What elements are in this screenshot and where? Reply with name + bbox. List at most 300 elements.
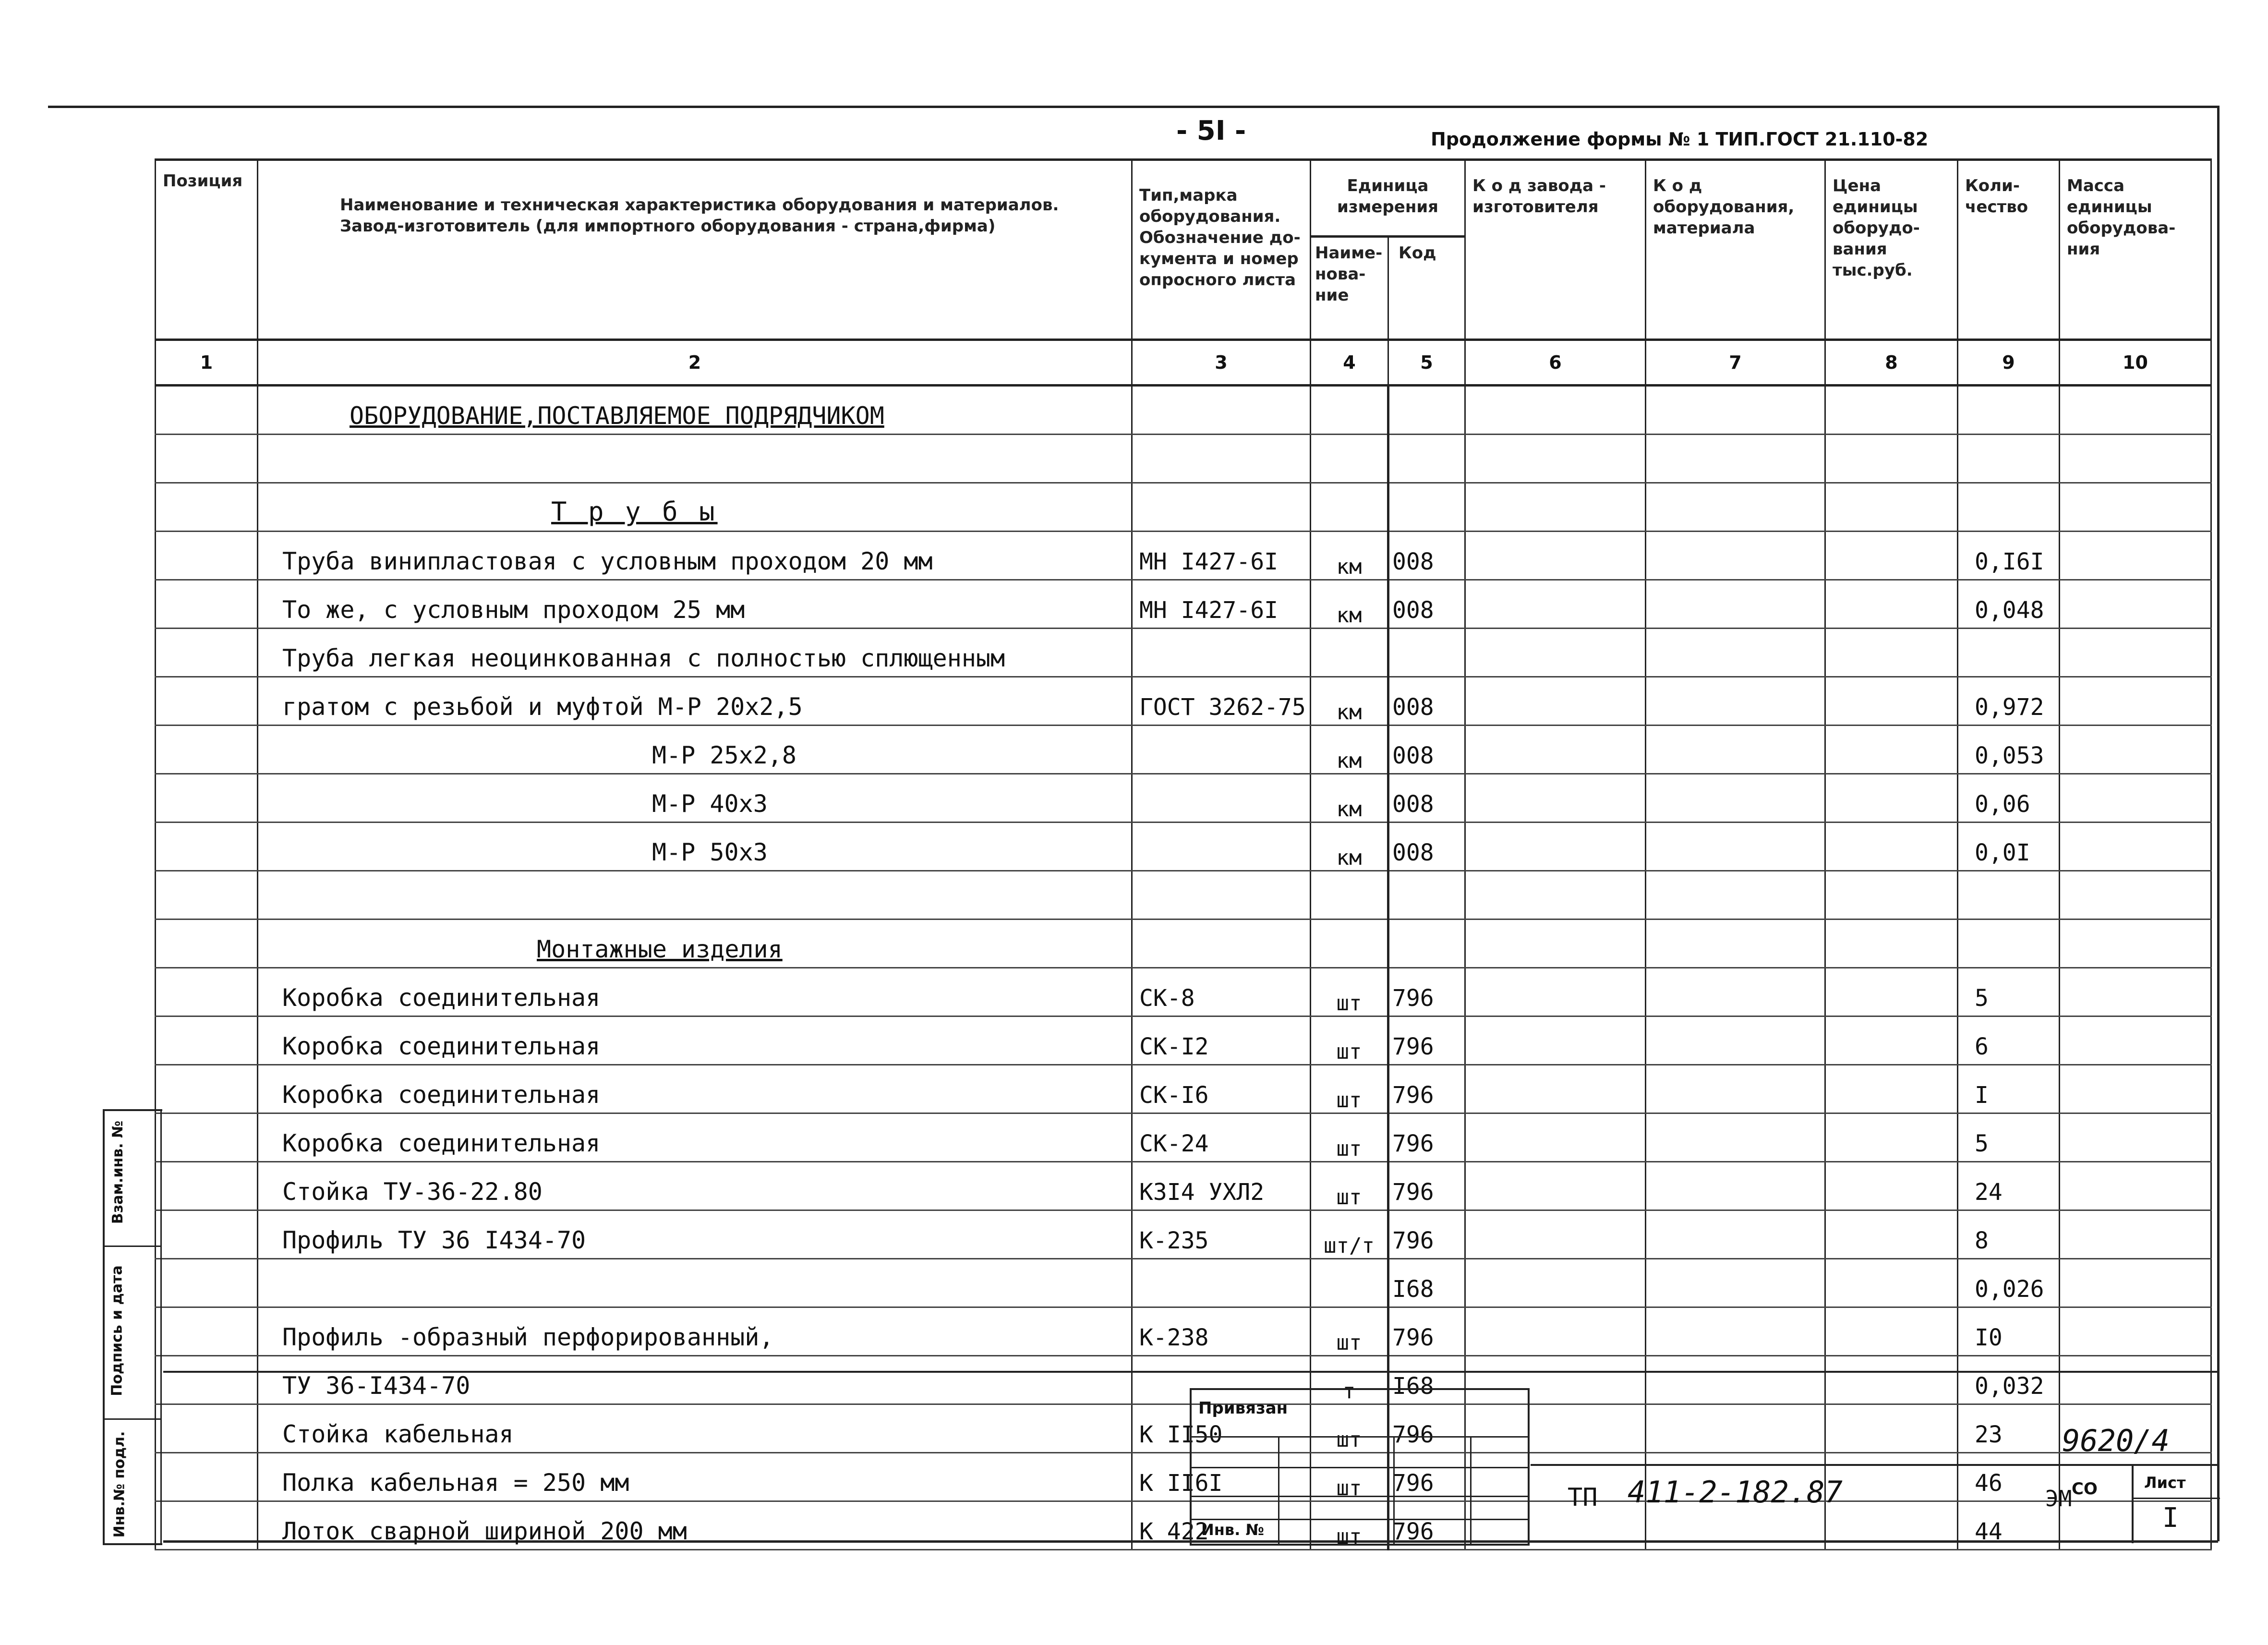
item-unit-code-cell — [1388, 726, 1465, 774]
equip-code-cell-cell — [1646, 1065, 1825, 1113]
item-type-cell — [1132, 677, 1311, 726]
item-type-cell — [1132, 386, 1311, 435]
plant-code-cell-cell — [1465, 1259, 1646, 1307]
mass-cell-cell — [2060, 1210, 2211, 1259]
item-unit: шт — [1336, 1524, 1362, 1549]
item-name: Труба легкая неоцинкованная с полностью сплющенным — [282, 644, 1005, 672]
pos-cell-cell — [156, 483, 258, 532]
colnum-7-label: 7 — [1729, 352, 1742, 373]
equip-code-cell-cell — [1646, 1113, 1825, 1162]
item-qty: 0,048 — [1975, 597, 2044, 624]
plant-code-cell-cell — [1465, 726, 1646, 774]
item-unit: шт — [1336, 1040, 1362, 1064]
item-type: СК-24 — [1139, 1130, 1209, 1157]
colnum-4-label: 4 — [1343, 352, 1356, 373]
colnum-1 — [156, 340, 258, 386]
pos-cell-cell — [156, 1307, 258, 1356]
item-unit-code-cell — [1388, 1016, 1465, 1065]
mass-cell-cell — [2060, 677, 2211, 726]
item-name: Коробка соединительная — [282, 1032, 601, 1060]
column-numbers-row — [156, 340, 2211, 386]
item-unit-cell — [1311, 435, 1388, 483]
tp-line — [1531, 1464, 2218, 1466]
col-position-label: Позиция — [163, 171, 243, 191]
col-equip-code-label: К о д оборудования, материала — [1653, 176, 1795, 238]
mass-cell-cell — [2060, 774, 2211, 822]
equip-code-cell-cell — [1646, 677, 1825, 726]
mass-cell-cell — [2060, 1307, 2211, 1356]
table-row — [156, 435, 2211, 483]
outer-frame-right — [2217, 106, 2220, 1541]
list-value: I — [2162, 1502, 2179, 1534]
item-name-cell — [258, 1210, 1132, 1259]
mass-cell-cell — [2060, 1016, 2211, 1065]
item-unit-code: 796 — [1392, 1227, 1434, 1254]
colnum-10-label: 10 — [2123, 352, 2148, 373]
price-cell-cell — [1825, 919, 1958, 968]
col-type-header — [1132, 160, 1311, 340]
pos-cell-cell — [156, 871, 258, 919]
colnum-1-label: 1 — [200, 352, 213, 373]
item-name: ОБОРУДОВАНИЕ,ПОСТАВЛЯЕМОЕ ПОДРЯДЧИКОМ — [350, 402, 884, 430]
item-qty-cell — [1958, 919, 2060, 968]
col-plant-code-label: К о д завода - изготовителя — [1472, 176, 1606, 217]
col-qty-label: Коли-чество — [1965, 176, 2028, 217]
item-qty-cell — [1958, 435, 2060, 483]
item-type: МН I427-6I — [1139, 548, 1278, 575]
plant-code-cell-cell — [1465, 968, 1646, 1016]
colnum-9-label: 9 — [2002, 352, 2015, 373]
item-qty-cell — [1958, 1162, 2060, 1210]
plant-code-cell-cell — [1465, 532, 1646, 580]
table-row — [156, 1210, 2211, 1259]
item-unit-code-cell — [1388, 1210, 1465, 1259]
item-unit-code: 796 — [1392, 1130, 1434, 1157]
col-name-header — [258, 160, 1132, 340]
pos-cell-cell — [156, 1162, 258, 1210]
item-qty: 6 — [1975, 1033, 1989, 1060]
item-qty: 23 — [1975, 1421, 2003, 1448]
item-unit-code-cell — [1388, 919, 1465, 968]
privyazan-col-line-3 — [1470, 1436, 1472, 1544]
equip-code-cell-cell — [1646, 968, 1825, 1016]
item-name: То же, с условным проходом 25 мм — [282, 596, 745, 624]
item-unit-code: 008 — [1392, 791, 1434, 818]
table-row — [156, 871, 2211, 919]
item-qty: I0 — [1975, 1324, 2003, 1351]
title-block — [163, 1371, 2218, 1543]
colnum-6 — [1465, 340, 1646, 386]
item-name-cell — [258, 483, 1132, 532]
item-unit-cell — [1311, 871, 1388, 919]
item-qty-cell — [1958, 1065, 2060, 1113]
item-unit: шт — [1336, 1427, 1362, 1452]
item-type: К-238 — [1139, 1324, 1209, 1351]
item-name: Лоток сварной шириной 200 мм — [282, 1517, 687, 1545]
item-qty: 0,0I — [1975, 839, 2030, 866]
item-qty-cell — [1958, 1307, 2060, 1356]
item-name-cell — [258, 435, 1132, 483]
inv-no-label: Инв. № — [1201, 1521, 1264, 1539]
item-name: М-Р 25х2,8 — [652, 741, 797, 769]
mass-cell-cell — [2060, 483, 2211, 532]
table-row — [156, 1113, 2211, 1162]
pos-cell-cell — [156, 968, 258, 1016]
item-type-cell — [1132, 871, 1311, 919]
item-name-cell — [258, 580, 1132, 629]
item-unit: шт — [1336, 991, 1362, 1016]
item-unit-code-cell — [1388, 1065, 1465, 1113]
privyazan-col-line-1 — [1278, 1436, 1279, 1544]
item-unit-cell — [1311, 774, 1388, 822]
pos-cell-cell — [156, 1210, 258, 1259]
side-stamp-divider-2 — [105, 1418, 160, 1420]
mass-cell-cell — [2060, 1162, 2211, 1210]
item-unit-cell — [1311, 532, 1388, 580]
item-unit-cell — [1311, 822, 1388, 871]
item-qty-cell — [1958, 968, 2060, 1016]
item-unit: шт — [1336, 1137, 1362, 1161]
side-stamp-divider-1 — [105, 1246, 160, 1247]
item-name-cell — [258, 1307, 1132, 1356]
item-name: Труба винипластовая с условным проходом 20 мм — [282, 547, 933, 575]
price-cell-cell — [1825, 629, 1958, 677]
item-unit: шт — [1336, 1476, 1362, 1500]
privyazan-row-line-1 — [1192, 1436, 1528, 1438]
item-name: Профиль -образный перфорированный, — [282, 1323, 774, 1351]
item-unit-cell — [1311, 386, 1388, 435]
table-row — [156, 968, 2211, 1016]
col-mass-label: Масса единицы оборудова-ния — [2067, 176, 2176, 259]
sheet-code: 9620/4 — [2062, 1423, 2170, 1458]
item-qty-cell — [1958, 580, 2060, 629]
colnum-10 — [2060, 340, 2211, 386]
col-mass-header — [2060, 160, 2211, 340]
item-unit-code: 008 — [1392, 694, 1434, 721]
privyazan-row-line-3 — [1192, 1496, 1528, 1497]
col-unit-code-header — [1388, 237, 1465, 340]
item-type-cell — [1132, 629, 1311, 677]
mass-cell-cell — [2060, 871, 2211, 919]
item-unit-code-cell — [1388, 580, 1465, 629]
list-box — [2132, 1464, 2220, 1543]
item-unit-code-cell — [1388, 629, 1465, 677]
price-cell-cell — [1825, 1307, 1958, 1356]
item-unit-code: 008 — [1392, 597, 1434, 624]
item-type: ГОСТ 3262-75 — [1139, 694, 1306, 721]
item-unit: шт — [1336, 1088, 1362, 1113]
pos-cell-cell — [156, 726, 258, 774]
item-name-cell — [258, 726, 1132, 774]
mass-cell-cell — [2060, 968, 2211, 1016]
colnum-3-label: 3 — [1215, 352, 1228, 373]
item-unit-code-cell — [1388, 1259, 1465, 1307]
price-cell-cell — [1825, 483, 1958, 532]
table-row — [156, 629, 2211, 677]
header-row — [156, 160, 2211, 237]
col-unit-group-header — [1311, 160, 1465, 237]
item-unit-code: 008 — [1392, 839, 1434, 866]
item-name: Стойка ТУ-36-22.80 — [282, 1178, 543, 1206]
mass-cell-cell — [2060, 822, 2211, 871]
colnum-8 — [1825, 340, 1958, 386]
item-qty: 0,972 — [1975, 694, 2044, 721]
equip-code-cell-cell — [1646, 1259, 1825, 1307]
item-unit-code: 796 — [1392, 985, 1434, 1012]
equip-code-cell-cell — [1646, 532, 1825, 580]
mass-cell-cell — [2060, 532, 2211, 580]
item-unit-code-cell — [1388, 1113, 1465, 1162]
item-unit-cell — [1311, 1259, 1388, 1307]
colnum-9 — [1958, 340, 2060, 386]
pos-cell-cell — [156, 1065, 258, 1113]
mass-cell-cell — [2060, 726, 2211, 774]
table-row — [156, 386, 2211, 435]
item-unit: км — [1336, 603, 1362, 628]
price-cell-cell — [1825, 386, 1958, 435]
item-unit-code-cell — [1388, 483, 1465, 532]
item-name: Стойка кабельная — [282, 1420, 514, 1448]
plant-code-cell-cell — [1465, 435, 1646, 483]
item-unit-code: I68 — [1392, 1276, 1434, 1303]
equip-code-cell-cell — [1646, 629, 1825, 677]
pos-cell-cell — [156, 1113, 258, 1162]
col-name-label-1: Наименование и техническая характеристика оборудования и материалов. — [340, 195, 1059, 215]
equip-code-cell-cell — [1646, 1162, 1825, 1210]
plant-code-cell-cell — [1465, 386, 1646, 435]
item-unit-code-cell — [1388, 386, 1465, 435]
plant-code-cell-cell — [1465, 1307, 1646, 1356]
privyazan-col-line-2 — [1393, 1436, 1395, 1544]
item-name-cell — [258, 774, 1132, 822]
item-unit-code: 796 — [1392, 1033, 1434, 1060]
colnum-6-label: 6 — [1549, 352, 1562, 373]
item-type: СК-I6 — [1139, 1082, 1209, 1109]
item-unit-code: 796 — [1392, 1421, 1434, 1448]
item-qty: 0,026 — [1975, 1276, 2044, 1303]
colnum-5 — [1388, 340, 1465, 386]
item-qty-cell — [1958, 871, 2060, 919]
item-type-cell — [1132, 1307, 1311, 1356]
plant-code-cell-cell — [1465, 871, 1646, 919]
col-price-label: Цена единицы оборудо-вания тыс.руб. — [1833, 176, 1920, 280]
item-unit-code-cell — [1388, 1307, 1465, 1356]
item-qty: 5 — [1975, 1130, 1989, 1157]
outer-frame-top — [48, 106, 2218, 108]
item-unit: км — [1336, 749, 1362, 773]
item-unit-cell — [1311, 1162, 1388, 1210]
price-cell-cell — [1825, 532, 1958, 580]
item-name-cell — [258, 871, 1132, 919]
list-label: Лист — [2144, 1474, 2186, 1492]
price-cell-cell — [1825, 1016, 1958, 1065]
item-unit-code: 796 — [1392, 1324, 1434, 1351]
pos-cell-cell — [156, 386, 258, 435]
equip-code-cell-cell — [1646, 1016, 1825, 1065]
col-unit-name-header — [1311, 237, 1388, 340]
table-row — [156, 1162, 2211, 1210]
co-label: СО — [2072, 1479, 2098, 1499]
item-name: Коробка соединительная — [282, 1129, 601, 1157]
table-row — [156, 726, 2211, 774]
item-qty-cell — [1958, 483, 2060, 532]
item-qty: 5 — [1975, 985, 1989, 1012]
table-row — [156, 919, 2211, 968]
item-unit: км — [1336, 797, 1362, 822]
pos-cell-cell — [156, 919, 258, 968]
page-number: - 5I - — [1176, 115, 1246, 146]
colnum-2-label: 2 — [688, 352, 701, 373]
mass-cell-cell — [2060, 1113, 2211, 1162]
price-cell-cell — [1825, 726, 1958, 774]
equip-code-cell-cell — [1646, 386, 1825, 435]
equip-code-cell-cell — [1646, 726, 1825, 774]
equip-code-cell-cell — [1646, 435, 1825, 483]
pos-cell-cell — [156, 435, 258, 483]
item-unit-code-cell — [1388, 968, 1465, 1016]
col-unit-code-label: Код — [1399, 243, 1436, 263]
item-name-cell — [258, 968, 1132, 1016]
item-unit-cell — [1311, 1016, 1388, 1065]
item-qty: 44 — [1975, 1518, 2003, 1545]
item-name: Полка кабельная = 250 мм — [282, 1469, 629, 1497]
item-unit-code: 796 — [1392, 1179, 1434, 1206]
col-qty-header — [1958, 160, 2060, 340]
item-qty: 0,I6I — [1975, 548, 2044, 575]
item-unit-cell — [1311, 677, 1388, 726]
col-position-header — [156, 160, 258, 340]
plant-code-cell-cell — [1465, 580, 1646, 629]
price-cell-cell — [1825, 435, 1958, 483]
price-cell-cell — [1825, 871, 1958, 919]
item-qty: 0,032 — [1975, 1373, 2044, 1400]
price-cell-cell — [1825, 1065, 1958, 1113]
item-unit: шт — [1336, 1185, 1362, 1210]
item-unit-code-cell — [1388, 1162, 1465, 1210]
item-unit: км — [1336, 700, 1362, 725]
mass-cell-cell — [2060, 1259, 2211, 1307]
item-type-cell — [1132, 822, 1311, 871]
item-name-cell — [258, 1162, 1132, 1210]
tp-label: ТП — [1568, 1483, 1598, 1512]
item-qty-cell — [1958, 1259, 2060, 1307]
item-type-cell — [1132, 1016, 1311, 1065]
pos-cell-cell — [156, 532, 258, 580]
item-name: Профиль ТУ 36 I434-70 — [282, 1226, 586, 1254]
item-type: К II50 — [1139, 1421, 1223, 1448]
item-unit: т — [1342, 1379, 1356, 1403]
privyazan-row-line-2 — [1192, 1467, 1528, 1468]
table-row — [156, 580, 2211, 629]
item-name-cell — [258, 1113, 1132, 1162]
item-type-cell — [1132, 1162, 1311, 1210]
item-type-cell — [1132, 726, 1311, 774]
plant-code-cell-cell — [1465, 483, 1646, 532]
col-name-label-2: Завод-изготовитель (для импортного оборудования - страна,фирма) — [340, 217, 996, 236]
item-unit-cell — [1311, 1065, 1388, 1113]
list-box-line — [2134, 1498, 2220, 1499]
plant-code-cell-cell — [1465, 1210, 1646, 1259]
pos-cell-cell — [156, 774, 258, 822]
colnum-4 — [1311, 340, 1388, 386]
equip-code-cell-cell — [1646, 483, 1825, 532]
equip-code-cell-cell — [1646, 919, 1825, 968]
item-name-cell — [258, 629, 1132, 677]
item-name-cell — [258, 1016, 1132, 1065]
item-type-cell — [1132, 532, 1311, 580]
item-unit-code-cell — [1388, 677, 1465, 726]
colnum-8-label: 8 — [1885, 352, 1898, 373]
side-inv-label: Инв.№ подл. — [111, 1431, 128, 1538]
plant-code-cell-cell — [1465, 822, 1646, 871]
item-unit: шт — [1336, 1331, 1362, 1355]
plant-code-cell-cell — [1465, 629, 1646, 677]
table-row — [156, 1016, 2211, 1065]
table-row — [156, 1259, 2211, 1307]
colnum-2 — [258, 340, 1132, 386]
item-type-cell — [1132, 1113, 1311, 1162]
item-qty: 24 — [1975, 1179, 2003, 1206]
price-cell-cell — [1825, 1113, 1958, 1162]
item-unit: км — [1336, 846, 1362, 870]
table-row — [156, 483, 2211, 532]
item-qty-cell — [1958, 1016, 2060, 1065]
price-cell-cell — [1825, 774, 1958, 822]
colnum-5-label: 5 — [1420, 352, 1433, 373]
price-cell-cell — [1825, 968, 1958, 1016]
item-type: МН I427-6I — [1139, 597, 1278, 624]
item-unit-cell — [1311, 968, 1388, 1016]
plant-code-cell-cell — [1465, 1162, 1646, 1210]
col-plant-code-header — [1465, 160, 1646, 340]
item-unit-code-cell — [1388, 435, 1465, 483]
equip-code-cell-cell — [1646, 1210, 1825, 1259]
item-qty: 8 — [1975, 1227, 1989, 1254]
item-qty: 0,053 — [1975, 742, 2044, 769]
price-cell-cell — [1825, 1162, 1958, 1210]
item-name-cell — [258, 386, 1132, 435]
pos-cell-cell — [156, 1016, 258, 1065]
item-qty-cell — [1958, 774, 2060, 822]
item-unit-code: 796 — [1392, 1518, 1434, 1545]
item-name: гратом с резьбой и муфтой М-Р 20х2,5 — [282, 693, 803, 721]
table-row — [156, 677, 2211, 726]
item-name-cell — [258, 919, 1132, 968]
item-name-cell — [258, 822, 1132, 871]
item-qty-cell — [1958, 677, 2060, 726]
plant-code-cell-cell — [1465, 774, 1646, 822]
table-row — [156, 532, 2211, 580]
item-unit-code: 008 — [1392, 742, 1434, 769]
colnum-7 — [1646, 340, 1825, 386]
item-unit: км — [1336, 555, 1362, 579]
item-type: К 422 — [1139, 1518, 1209, 1545]
item-type: СК-8 — [1139, 985, 1195, 1012]
mass-cell-cell — [2060, 435, 2211, 483]
col-equip-code-header — [1646, 160, 1825, 340]
mass-cell-cell — [2060, 629, 2211, 677]
em-label: ЭМ — [2045, 1486, 2072, 1512]
item-unit-code: 796 — [1392, 1082, 1434, 1109]
item-qty-cell — [1958, 532, 2060, 580]
equip-code-cell-cell — [1646, 822, 1825, 871]
item-type-cell — [1132, 968, 1311, 1016]
item-unit-cell — [1311, 483, 1388, 532]
mass-cell-cell — [2060, 386, 2211, 435]
item-unit-code: 008 — [1392, 548, 1434, 575]
price-cell-cell — [1825, 1259, 1958, 1307]
equip-code-cell-cell — [1646, 871, 1825, 919]
